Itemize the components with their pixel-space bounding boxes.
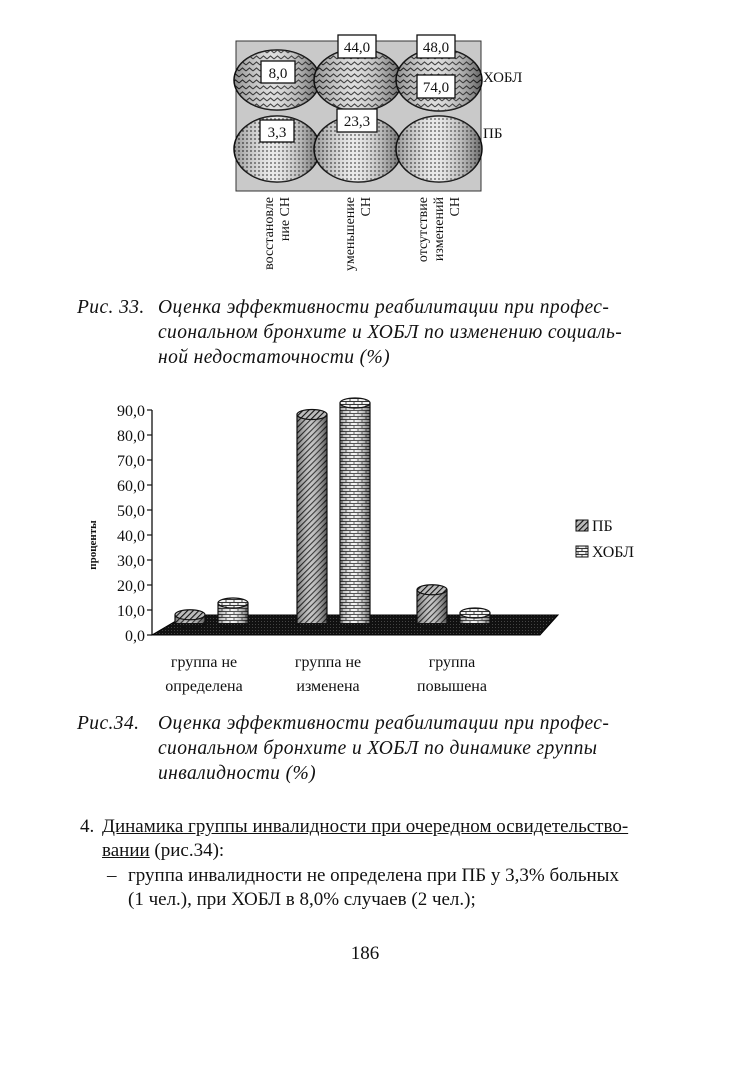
- bullet-dash: –: [107, 865, 117, 886]
- x-category-label: изменена: [296, 678, 360, 695]
- fig33-label-xobl-2: [338, 35, 376, 58]
- section-heading-line-2: [102, 839, 224, 863]
- chart-legend: [576, 518, 634, 561]
- svg-text:48,0: 48,0: [422, 40, 450, 56]
- y-tick-label: 0,0: [125, 628, 145, 645]
- fig33-label-pb-2: [337, 109, 377, 132]
- legend-swatch: [576, 520, 588, 531]
- section-heading-line-1: Динамика группы инвалидности при очередном освидетельство-: [102, 816, 629, 837]
- figure-33-chart: [225, 25, 525, 285]
- y-axis-label: проценты: [87, 520, 99, 570]
- figure-33-caption-line-1: Оценка эффективности реабилитации при профес-: [158, 297, 610, 318]
- page-number: 186: [350, 943, 380, 964]
- figure-33-caption-line-2: сиональном бронхите и ХОБЛ по изменению социаль-: [158, 322, 623, 343]
- bullet-line-2: (1 чел.), при ХОБЛ в 8,0% случаев (2 чел.);: [128, 889, 476, 910]
- fig33-label-xobl-1: [261, 61, 295, 83]
- fig33-category-labels: [262, 197, 463, 271]
- x-category-label: группа: [428, 654, 476, 671]
- section-number: 4.: [80, 816, 95, 837]
- legend-label: ПБ: [592, 518, 613, 535]
- y-tick-label: 90,0: [117, 403, 145, 420]
- y-tick-label: 40,0: [117, 528, 145, 545]
- fig33-category-text: уменьшение: [343, 197, 358, 271]
- y-tick-label: 20,0: [117, 578, 145, 595]
- figure-34-chart: [80, 395, 680, 700]
- fig33-label-pb-3: [417, 75, 455, 98]
- fig33-category-text: восстановле: [262, 197, 277, 270]
- bar-xobl-2: [340, 398, 370, 628]
- fig33-category-label: [262, 197, 293, 270]
- legend-label: ХОБЛ: [592, 544, 634, 561]
- fig33-category-text: СН: [359, 197, 374, 217]
- figure-33-caption-label: Рис. 33.: [77, 297, 145, 318]
- section-heading-underlined: вании: [102, 840, 150, 861]
- y-tick-label: 10,0: [117, 603, 145, 620]
- figure-34-caption-line-3: инвалидности (%): [158, 763, 317, 784]
- figure-33-caption: [0, 296, 747, 376]
- bullet-line-1: группа инвалидности не определена при ПБ у 3,3% больных: [128, 865, 619, 886]
- svg-text:3,3: 3,3: [267, 125, 287, 141]
- fig33-category-text: СН: [448, 197, 463, 217]
- fig33-series-label-pb: ПБ: [483, 126, 503, 142]
- x-category-label: повышена: [417, 678, 487, 695]
- fig33-label-xobl-3: [417, 35, 455, 58]
- y-tick-label: 80,0: [117, 428, 145, 445]
- fig33-category-label: [343, 197, 374, 271]
- x-category-label: группа не: [294, 654, 362, 671]
- fig33-category-text: отсутствие: [416, 197, 431, 263]
- y-tick-label: 70,0: [117, 453, 145, 470]
- y-tick-label: 30,0: [117, 553, 145, 570]
- fig33-series-label-xobl: ХОБЛ: [483, 70, 523, 86]
- fig33-label-pb-1: [260, 120, 294, 142]
- bar-pb-3: [417, 585, 447, 628]
- figure-33-caption-line-3: ной недостаточности (%): [158, 347, 391, 368]
- section-heading-rest: (рис.34):: [149, 840, 225, 861]
- svg-text:23,3: 23,3: [343, 114, 371, 130]
- figure-34-caption-label: Рис.34.: [77, 713, 140, 734]
- y-tick-label: 50,0: [117, 503, 145, 520]
- figure-34-caption-line-2: сиональном бронхите и ХОБЛ по динамике группы: [158, 738, 598, 759]
- figure-34-caption-line-1: Оценка эффективности реабилитации при профес-: [158, 713, 610, 734]
- svg-text:8,0: 8,0: [268, 66, 288, 82]
- x-category-label: определена: [165, 678, 243, 695]
- svg-text:74,0: 74,0: [422, 80, 450, 96]
- fig33-category-label: [416, 197, 463, 263]
- bar-pb-2: [297, 410, 327, 629]
- x-category-label: группа не: [170, 654, 238, 671]
- fig33-category-text: изменений: [432, 197, 447, 262]
- y-tick-label: 60,0: [117, 478, 145, 495]
- legend-swatch: [576, 546, 588, 557]
- figure-34-caption: [0, 712, 747, 792]
- svg-text:44,0: 44,0: [343, 40, 371, 56]
- fig33-category-text: ние СН: [278, 197, 293, 242]
